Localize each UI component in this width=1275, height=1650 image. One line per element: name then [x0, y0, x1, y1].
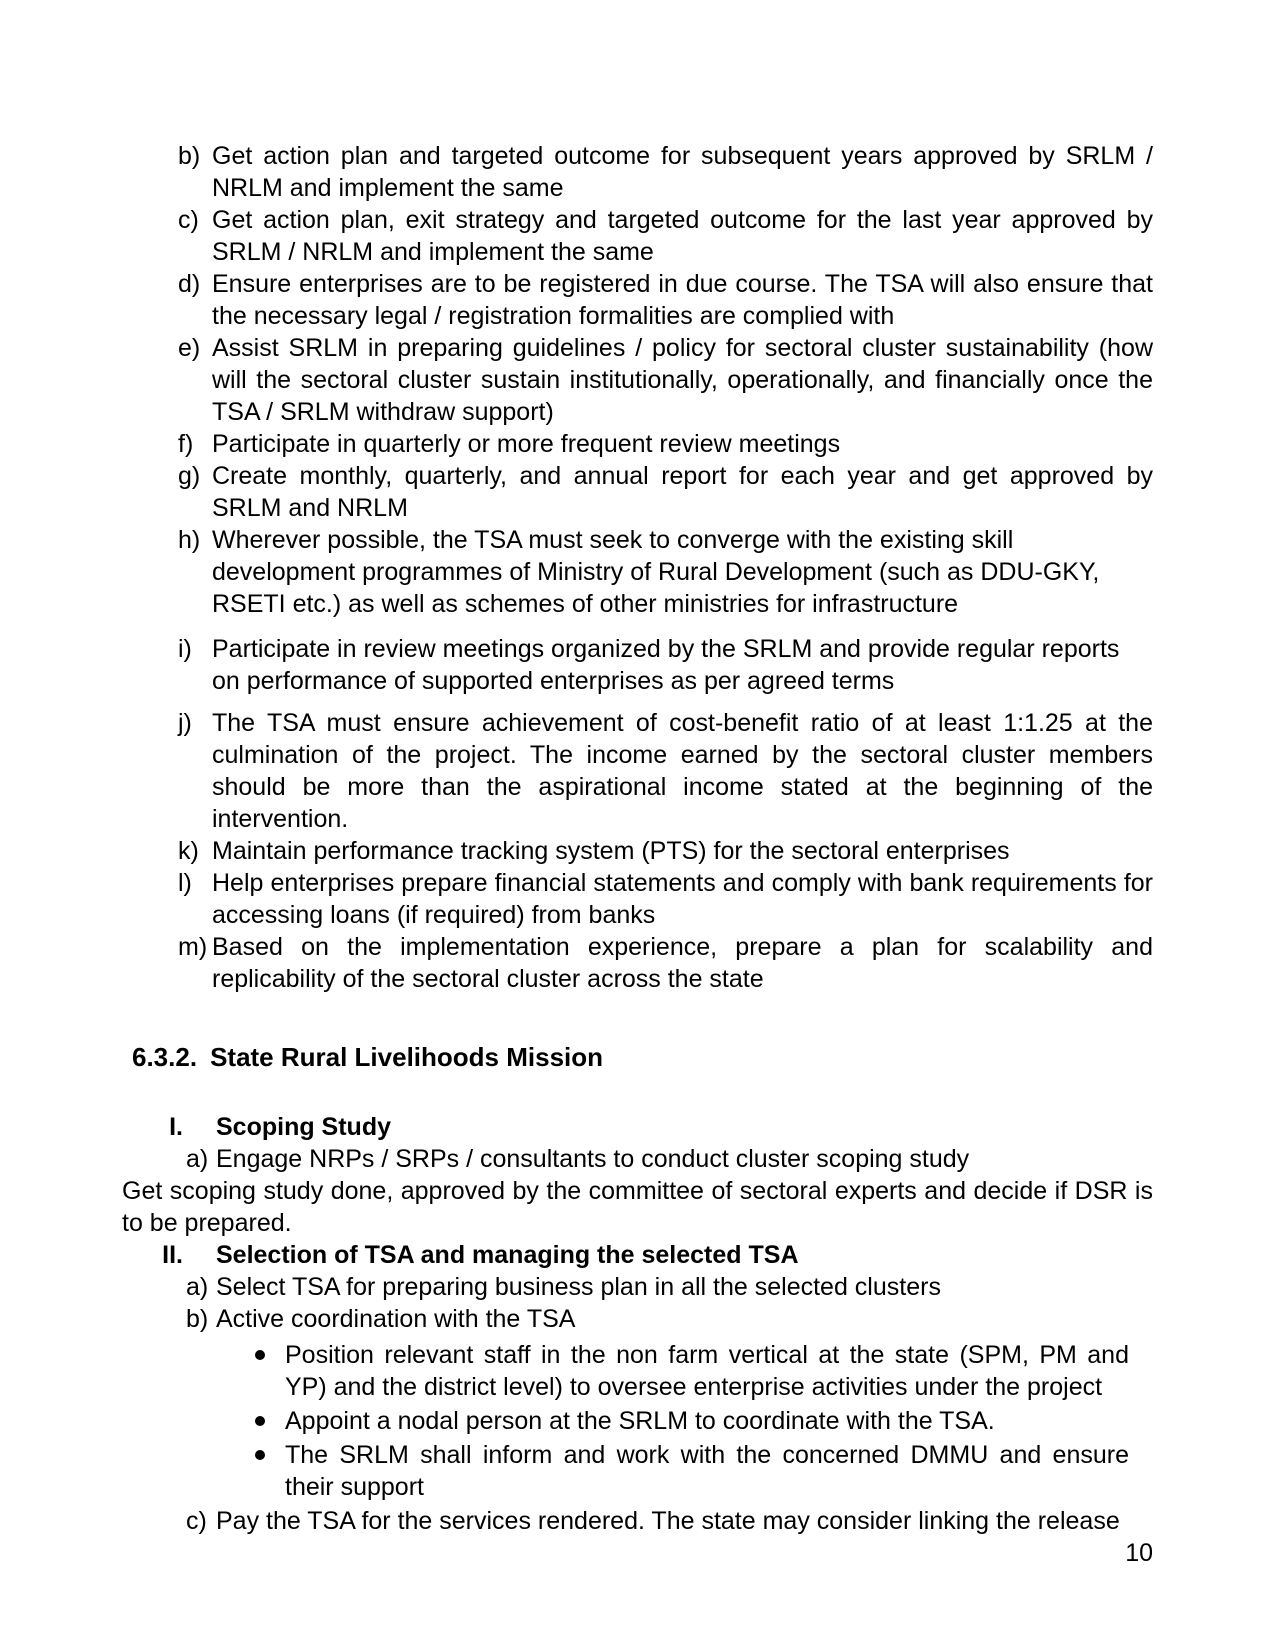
list-item [122, 707, 1153, 835]
list-item [122, 633, 1153, 697]
subsection-title: Selection of TSA and managing the selected TSA [216, 1241, 799, 1269]
tsa-responsibilities-list [122, 140, 1153, 995]
list-item-marker: e) [178, 334, 201, 362]
list-item-marker: k) [178, 837, 199, 865]
list-item [122, 140, 1153, 204]
subsection-heading-selection-of-tsa [122, 1239, 1153, 1271]
list-item-marker: j) [178, 709, 192, 737]
list-item-text: Get action plan, exit strategy and targeted outcome for the last year approved by SRLM / NRLM and implement the same [212, 206, 1153, 266]
list-item [122, 1303, 1153, 1335]
list-item-text: Assist SRLM in preparing guidelines / policy for sectoral cluster sustainability (how will the sectoral cluster sustain institutionally, operationally, and financially once the TSA / SRLM withdraw support) [212, 334, 1153, 426]
coordination-bullet-list [122, 1339, 1153, 1503]
list-item [122, 524, 1153, 620]
subsection-heading-scoping-study [122, 1111, 1153, 1143]
list-item-marker: f) [178, 430, 194, 458]
list-item-text: Active coordination with the TSA [216, 1305, 576, 1333]
list-item-text: Create monthly, quarterly, and annual report for each year and get approved by SRLM and NRLM [212, 462, 1153, 522]
list-item-marker: b) [178, 142, 201, 170]
list-item [122, 867, 1153, 931]
list-item-marker: i) [178, 635, 192, 663]
list-item [122, 835, 1153, 867]
list-item [122, 268, 1153, 332]
list-item-marker: c) [178, 206, 199, 234]
list-item-text: Ensure enterprises are to be registered in due course. The TSA will also ensure that the necessary legal / registration formalities are complied with [212, 270, 1153, 330]
list-item [122, 931, 1153, 995]
list-item [122, 460, 1153, 524]
scoping-study-paragraph: Get scoping study done, approved by the committee of sectoral experts and decide if DSR is to be prepared. [122, 1177, 1153, 1237]
list-item [122, 428, 1153, 460]
list-item-marker: g) [178, 462, 201, 490]
list-item-text: Engage NRPs / SRPs / consultants to conduct cluster scoping study [216, 1145, 970, 1173]
bullet-item [122, 1339, 1153, 1403]
list-item-marker: m) [178, 933, 208, 961]
list-item-marker: a) [186, 1145, 209, 1173]
list-item [122, 1505, 1153, 1537]
bullet-marker-icon [255, 1416, 265, 1426]
list-item-marker: b) [186, 1305, 209, 1333]
subsection-title: Scoping Study [216, 1113, 391, 1141]
list-item-text: Select TSA for preparing business plan in all the selected clusters [216, 1273, 941, 1301]
list-item-text: Pay the TSA for the services rendered. The state may consider linking the release [216, 1507, 1120, 1535]
list-item-marker: a) [186, 1273, 209, 1301]
list-item-text: Maintain performance tracking system (PTS) for the sectoral enterprises [212, 837, 1010, 865]
bullet-item-text: Position relevant staff in the non farm vertical at the state (SPM, PM and YP) and the district level) to oversee enterprise activities under the project [285, 1341, 1129, 1401]
list-item-text: Participate in review meetings organized by the SRLM and provide regular reports on performance of supported enterprises as per agreed terms [212, 635, 1120, 695]
bullet-item-text: The SRLM shall inform and work with the concerned DMMU and ensure their support [285, 1441, 1129, 1501]
list-item-text: Participate in quarterly or more frequent review meetings [212, 430, 841, 458]
bullet-item [122, 1439, 1153, 1503]
bullet-item [122, 1405, 1153, 1437]
list-item [122, 332, 1153, 428]
list-item-text: The TSA must ensure achievement of cost-benefit ratio of at least 1:1.25 at the culmination of the project. The income earned by the sectoral cluster members should be more than the aspirational income stated at the beginning of the intervention. [212, 709, 1153, 833]
bullet-marker-icon [255, 1450, 265, 1460]
list-item-marker: d) [178, 270, 201, 298]
list-item-text: Wherever possible, the TSA must seek to converge with the existing skill development programmes of Ministry of Rural Development (such as DDU-GKY, RSETI etc.) as well as schemes of other ministries for infrastructure [212, 526, 1100, 618]
list-item-text: Help enterprises prepare financial statements and comply with bank requirements for accessing loans (if required) from banks [212, 869, 1153, 929]
list-item-marker: c) [186, 1507, 207, 1535]
subsection-numeral: II. [162, 1241, 183, 1269]
section-title: State Rural Livelihoods Mission [210, 1042, 604, 1072]
bullet-marker-icon [255, 1350, 265, 1360]
subsection-numeral: I. [169, 1113, 183, 1141]
section-number: 6.3.2. [132, 1042, 198, 1072]
list-item-marker: h) [178, 526, 201, 554]
list-item-text: Get action plan and targeted outcome for subsequent years approved by SRLM / NRLM and implement the same [212, 142, 1153, 202]
list-item [122, 1271, 1153, 1303]
page-number: 10 [1125, 1539, 1153, 1567]
list-item [122, 1143, 1153, 1175]
section-heading [122, 1039, 1153, 1075]
bullet-item-text: Appoint a nodal person at the SRLM to coordinate with the TSA. [285, 1407, 995, 1435]
list-item-text: Based on the implementation experience, prepare a plan for scalability and replicability of the sectoral cluster across the state [212, 933, 1153, 993]
list-item-marker: l) [178, 869, 192, 897]
list-item [122, 204, 1153, 268]
